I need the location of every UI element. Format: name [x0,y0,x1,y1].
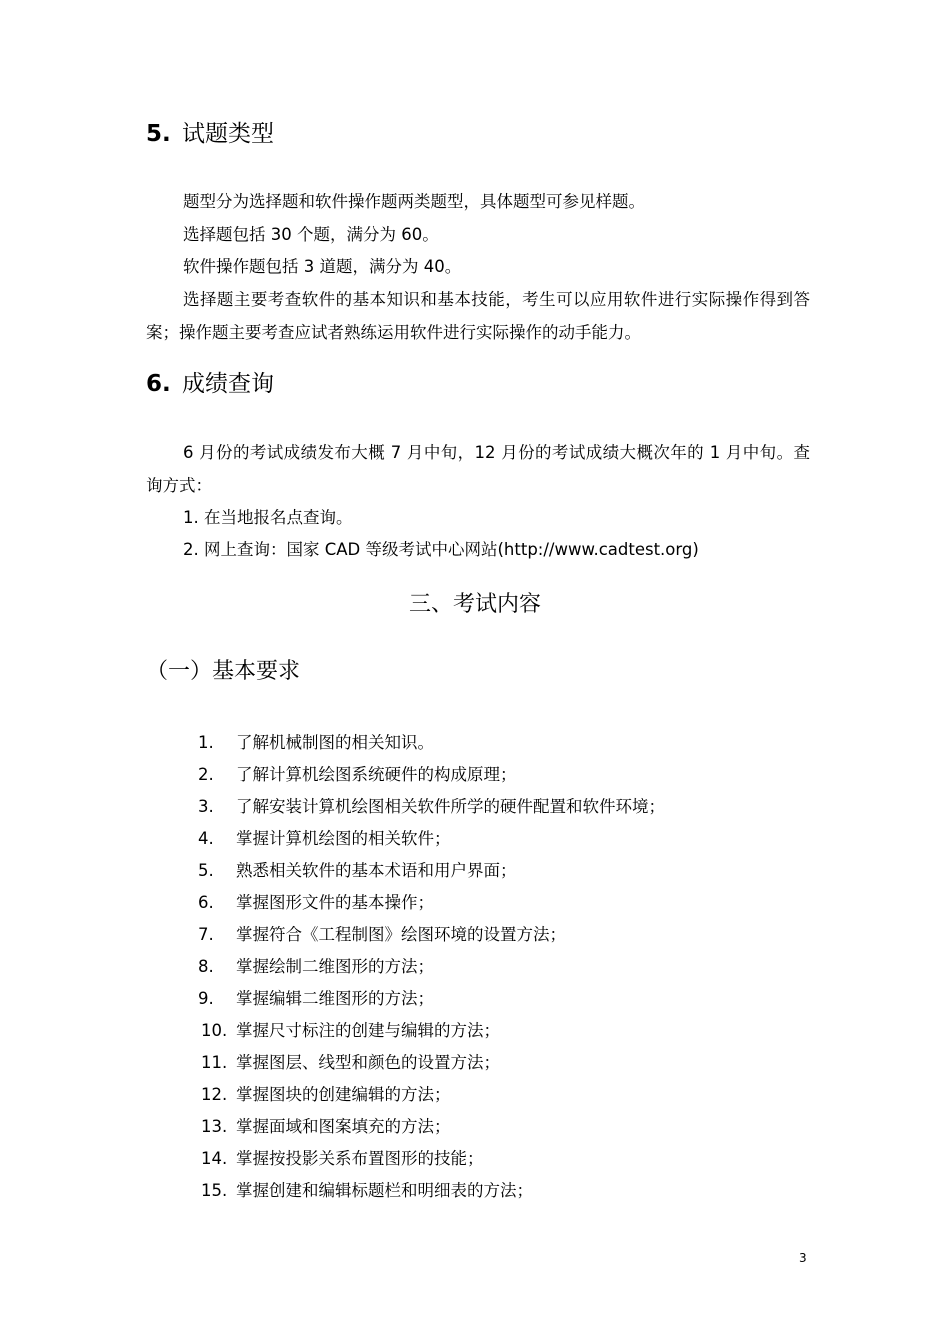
list-item-text: 掌握编辑二维图形的方法； [236,989,434,1008]
section-5-title: 试题类型 [182,121,274,147]
basic-requirements-title: （一）基本要求 [146,659,301,684]
list-item-text: 掌握绘制二维图形的方法； [236,957,434,976]
list-item [198,927,566,944]
list-item-number: 5. [198,861,214,880]
list-item-text: 掌握图层、线型和颜色的设置方法； [236,1053,500,1072]
list-item-text: 了解机械制图的相关知识。 [236,733,434,752]
list-item-number: 11. [201,1053,228,1072]
section-5-heading [146,123,274,146]
list-item [198,895,434,912]
list-item-text: 掌握按投影关系布置图形的技能； [236,1149,484,1168]
list-item [198,831,451,848]
list-item-text: 掌握尺寸标注的创建与编辑的方法； [236,1021,500,1040]
list-item-text: 掌握图形文件的基本操作； [236,893,434,912]
list-item-number: 12. [201,1085,228,1104]
list-item-number: 4. [198,829,214,848]
list-item [201,1055,500,1072]
list-item-number: 6. [198,893,214,912]
list-item-number: 14. [201,1149,228,1168]
list-item [201,1151,484,1168]
page-number: 3 [799,1251,807,1265]
list-item-text: 掌握创建和编辑标题栏和明细表的方法； [236,1181,533,1200]
list-item-number: 1. [198,733,214,752]
section-6-title: 成绩查询 [182,371,274,397]
section-5-para-1: 题型分为选择题和软件操作题两类题型，具体题型可参见样题。 [183,192,645,211]
list-item-text: 熟悉相关软件的基本术语和用户界面； [236,861,517,880]
list-item [198,799,665,816]
part-3-title: 三、考试内容 [408,592,541,617]
list-item [198,863,517,880]
list-item-number: 13. [201,1117,228,1136]
list-item-text: 了解计算机绘图系统硬件的构成原理； [236,765,517,784]
section-6-heading [146,373,274,396]
list-item [201,1023,500,1040]
list-item-text: 掌握面域和图案填充的方法； [236,1117,451,1136]
list-item-number: 10. [201,1021,228,1040]
section-5-number: 5. [146,121,171,147]
list-item-number: 3. [198,797,214,816]
section-5-para-4: 选择题主要考查软件的基本知识和基本技能，考生可以应用软件进行实际操作得到答案；操作题主要考查应试者熟练运用软件进行实际操作的动手能力。 [146,290,810,342]
section-6-para-1: 6 月份的考试成绩发布大概 7 月中旬，12 月份的考试成绩大概次年的 1 月中旬。查询方式： [146,443,810,495]
list-item [198,735,434,752]
list-item-number: 9. [198,989,214,1008]
list-item-text: 了解安装计算机绘图相关软件所学的硬件配置和软件环境； [236,797,665,816]
list-item-number: 7. [198,925,214,944]
section-5-para-2: 选择题包括 30 个题，满分为 60。 [183,225,439,244]
section-5-para-3: 软件操作题包括 3 道题，满分为 40。 [183,257,462,276]
list-item-number: 2. [198,765,214,784]
list-item-number: 8. [198,957,214,976]
section-6-query-item-2: 2. 网上查询：国家 CAD 等级考试中心网站(http://www.cadtest.org) [183,540,699,559]
list-item [201,1087,451,1104]
list-item [198,959,434,976]
list-item-number: 15. [201,1181,228,1200]
section-6-query-item-1: 1. 在当地报名点查询。 [183,508,353,527]
section-6-number: 6. [146,371,171,397]
list-item-text: 掌握符合《工程制图》绘图环境的设置方法； [236,925,566,944]
list-item-text: 掌握图块的创建编辑的方法； [236,1085,451,1104]
list-item [198,767,517,784]
list-item-text: 掌握计算机绘图的相关软件； [236,829,451,848]
list-item [198,991,434,1008]
list-item [201,1119,451,1136]
list-item [201,1183,533,1200]
